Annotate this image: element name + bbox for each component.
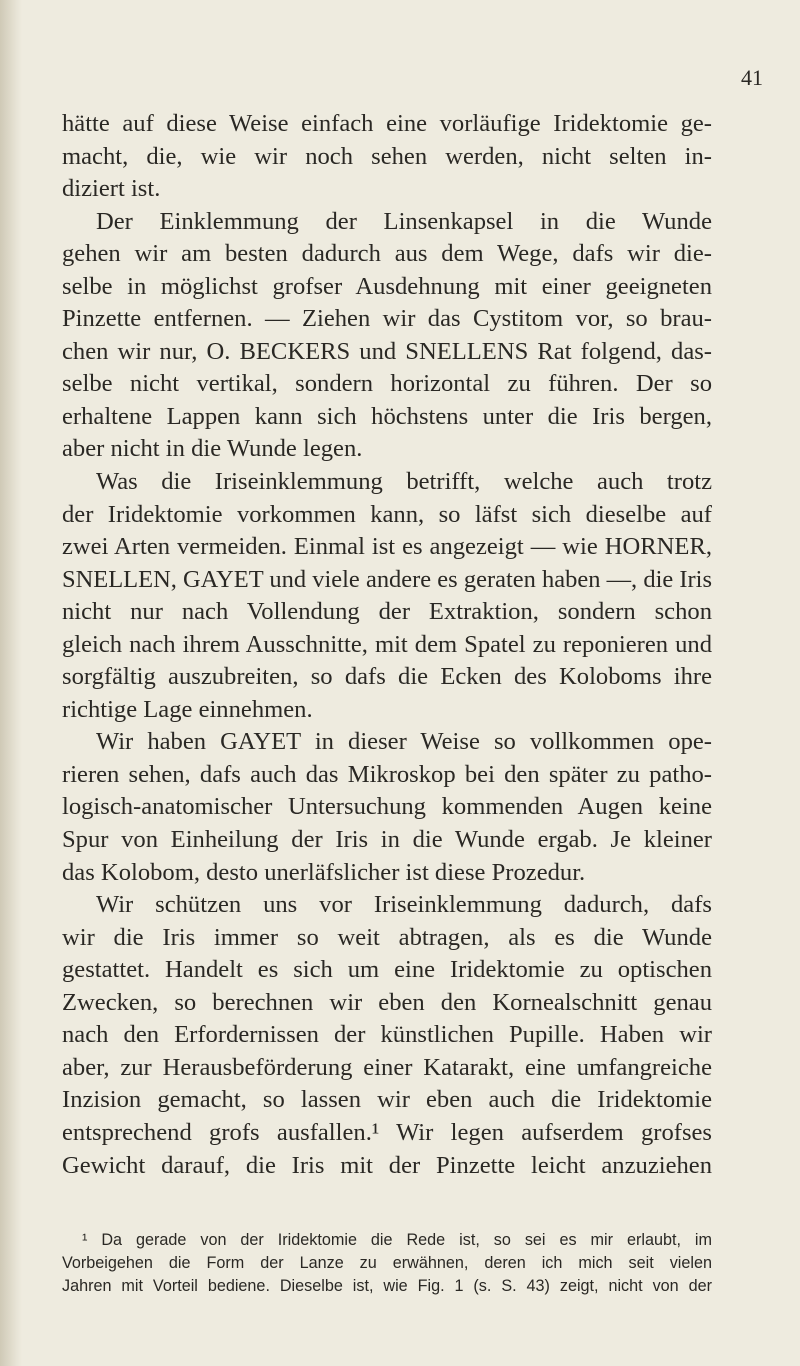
text-line: richtige Lage einnehmen. [62,695,313,723]
footnote [62,1229,712,1298]
page-edge-shadow [0,0,22,1366]
text-line: Pinzette entfernen. — Ziehen wir das Cystitom vor, so brau- [62,305,712,333]
text-line: Inzision gemacht, so lassen wir eben auch die Iridektomie [62,1086,712,1114]
text-line: Spur von Einheilung der Iris in die Wunde ergab. Je kleiner [62,826,712,854]
text-line: chen wir nur, O. BECKERS und SNELLENS Rat folgend, das- [62,337,712,365]
text-line: aber nicht in die Wunde legen. [62,435,363,463]
text-line: gestattet. Handelt es sich um eine Iridektomie zu optischen [62,956,712,984]
text-line: nicht nur nach Vollendung der Extraktion, sondern schon [62,598,712,626]
text-line: selbe in möglichst grofser Ausdehnung mit einer geeigneten [62,272,712,300]
text-line: selbe nicht vertikal, sondern horizontal zu führen. Der so [62,370,712,398]
text-line: Wir haben GAYET in dieser Weise so vollkommen ope- [96,728,712,756]
text-line: Wir schützen uns vor Iriseinklemmung dadurch, dafs [96,891,712,919]
text-line: Gewicht darauf, die Iris mit der Pinzette leicht anzuziehen [62,1151,712,1179]
footnote-line: Jahren mit Vorteil bediene. Dieselbe ist, wie Fig. 1 (s. S. 43) zeigt, nicht von der [62,1277,712,1295]
text-line: zwei Arten vermeiden. Einmal ist es angezeigt — wie HORNER, [62,533,712,561]
page-number: 41 [741,65,763,90]
text-line: Zwecken, so berechnen wir eben den Kornealschnitt genau [62,988,712,1016]
text-line: gehen wir am besten dadurch aus dem Wege, dafs wir die- [62,240,712,268]
text-line: diziert ist. [62,175,161,203]
footnote-line: ¹ Da gerade von der Iridektomie die Rede ist, so sei es mir erlaubt, im [82,1231,712,1249]
text-line: der Iridektomie vorkommen kann, so läfst sich dieselbe auf [62,500,712,528]
text-line: logisch-anatomischer Untersuchung kommenden Augen keine [62,793,712,821]
text-line: das Kolobom, desto unerläfslicher ist diese Prozedur. [62,858,586,886]
text-line: macht, die, wie wir noch sehen werden, nicht selten in- [62,142,712,170]
text-line: erhaltene Lappen kann sich höchstens unter die Iris bergen, [62,402,712,430]
text-line: nach den Erfordernissen der künstlichen Pupille. Haben wir [62,1021,712,1049]
text-line: aber, zur Herausbeförderung einer Katarakt, eine umfangreiche [62,1053,712,1081]
text-line: SNELLEN, GAYET und viele andere es geraten haben —, die Iris [62,565,712,593]
text-line: wir die Iris immer so weit abtragen, als es die Wunde [62,923,712,951]
text-line: gleich nach ihrem Ausschnitte, mit dem Spatel zu reponieren und [62,630,712,658]
footnote-line: Vorbeigehen die Form der Lanze zu erwähnen, deren ich mich seit vielen [62,1254,712,1272]
text-line: rieren sehen, dafs auch das Mikroskop bei den später zu patho- [62,760,712,788]
body-text [62,108,712,1182]
text-line: Der Einklemmung der Linsenkapsel in die Wunde [96,207,712,235]
text-line: Was die Iriseinklemmung betrifft, welche auch trotz [96,468,712,496]
text-line: entsprechend grofs ausfallen.¹ Wir legen aufserdem grofses [62,1118,712,1146]
text-line: sorgfältig auszubreiten, so dafs die Ecken des Koloboms ihre [62,663,712,691]
text-line: hätte auf diese Weise einfach eine vorläufige Iridektomie ge- [62,110,712,137]
